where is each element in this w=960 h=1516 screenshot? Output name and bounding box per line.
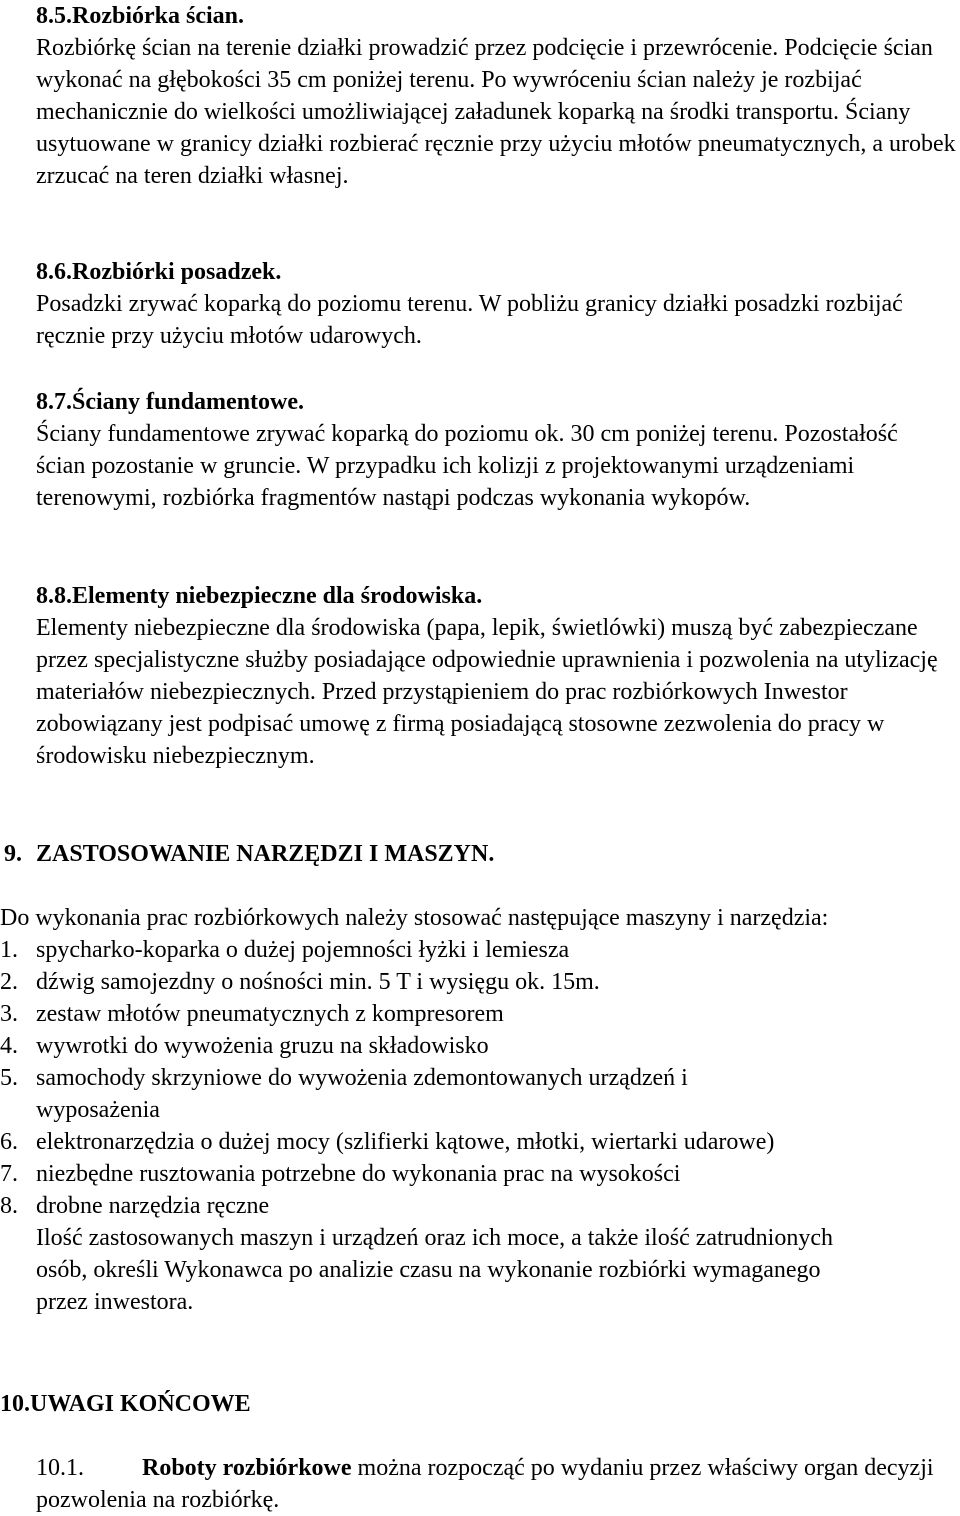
section-8-7 (36, 386, 916, 514)
list-item (0, 966, 924, 998)
section-9-outro: Ilość zastosowanych maszyn i urządzeń oraz ich moce, a także ilość zatrudnionych osób, określi Wykonawca po analizie czasu na wykonanie rozbiórki wymaganego przez inwestora. (36, 1225, 834, 1315)
section-8-8-body: Elementy niebezpieczne dla środowiska (papa, lepik, świetlówki) muszą być zabezpieczane przez specjalistyczne służby posiadające odpowiednie uprawnienia i pozwolenia na utylizację materiałów niebezpiecznych. Przed przystąpieniem do prac rozbiórkowych Inwestor zobowiązany jest podpisać umowę z firmą posiadającą stosowne zezwolenia do pracy w środowisku niebezpiecznym. (36, 615, 938, 769)
subsection-10-1-text: można rozpocząć po wydaniu przez właściwy organ decyzji pozwolenia na rozbiórkę. (36, 1455, 934, 1513)
subsection-10-1-body (0, 1452, 936, 1516)
list-item-text: niezbędne rusztowania potrzebne do wykonania prac na wysokości (36, 1161, 681, 1187)
list-item (0, 998, 924, 1030)
list-item-number: 7. (0, 1161, 18, 1187)
section-8-6-body: Posadzki zrywać koparką do poziomu terenu. W pobliżu granicy działki posadzki rozbijać ręcznie przy użyciu młotów udarowych. (36, 291, 903, 349)
list-item-number: 6. (0, 1129, 18, 1155)
section-10-heading (0, 1388, 960, 1420)
list-item-text: drobne narzędzia ręczne (36, 1193, 270, 1219)
list-item-number: 2. (0, 969, 18, 995)
section-10-number: 10. (0, 1391, 30, 1417)
section-9-intro: Do wykonania prac rozbiórkowych należy stosować następujące maszyny i narzędzia: (0, 905, 829, 931)
section-8-8-number: 8.8. (36, 583, 72, 609)
section-8-5 (36, 0, 956, 192)
list-item-text: elektronarzędzia o dużej mocy (szlifierki kątowe, młotki, wiertarki udarowe) (36, 1129, 775, 1155)
section-10-title: UWAGI KOŃCOWE (30, 1391, 251, 1417)
list-item-number: 4. (0, 1033, 18, 1059)
list-item-text: spycharko-koparka o dużej pojemności łyżki i lemiesza (36, 937, 570, 963)
list-item (0, 934, 924, 966)
list-item (0, 1158, 924, 1190)
list-item (0, 1126, 924, 1158)
subsection-10-1 (0, 1452, 936, 1516)
list-item-text: dźwig samojezdny o nośności min. 5 T i wysięgu ok. 15m. (36, 969, 600, 995)
section-8-8-heading (36, 580, 960, 612)
section-8-7-heading (36, 386, 916, 418)
section-8-5-number: 8.5. (36, 3, 72, 29)
list-item-number: 1. (0, 937, 18, 963)
section-9-heading (0, 838, 960, 870)
section-10 (0, 1388, 960, 1516)
list-item (0, 1190, 924, 1222)
section-9 (0, 838, 960, 1318)
section-9-number: 9. (4, 841, 22, 867)
section-8-8 (36, 580, 960, 772)
section-8-6-title: Rozbiórki posadzek. (72, 259, 282, 285)
section-8-7-number: 8.7. (36, 389, 72, 415)
list-item-number: 8. (0, 1193, 18, 1219)
section-8-5-title: Rozbiórka ścian. (72, 3, 245, 29)
list-item-text: samochody skrzyniowe do wywożenia zdemontowanych urządzeń i wyposażenia (36, 1065, 688, 1123)
list-item (0, 1062, 800, 1126)
tools-list (0, 934, 924, 1222)
section-8-8-title: Elementy niebezpieczne dla środowiska. (72, 583, 483, 609)
section-8-5-body: Rozbiórkę ścian na terenie działki prowadzić przez podcięcie i przewrócenie. Podcięcie ścian wykonać na głębokości 35 cm poniżej terenu. Po wywróceniu ścian należy je rozbijać mechanicznie do wielkości umożliwiającej załadunek koparką na środki transportu. Ściany usytuowane w granicy działki rozbierać ręcznie przy użyciu młotów pneumatycznych, a urobek zrzucać na teren działki własnej. (36, 35, 956, 189)
subsection-10-1-number: 10.1. (36, 1455, 84, 1481)
section-8-6-heading (36, 256, 956, 288)
list-item-text: wywrotki do wywożenia gruzu na składowisko (36, 1033, 489, 1059)
section-8-6 (36, 256, 956, 352)
section-8-6-number: 8.6. (36, 259, 72, 285)
section-8-5-heading (36, 0, 956, 32)
section-9-title: ZASTOSOWANIE NARZĘDZI I MASZYN. (36, 841, 495, 867)
list-item-number: 5. (0, 1065, 18, 1091)
list-item (0, 1030, 924, 1062)
subsection-10-1-bold: Roboty rozbiórkowe (142, 1455, 352, 1481)
section-8-7-body: Ściany fundamentowe zrywać koparką do poziomu ok. 30 cm poniżej terenu. Pozostałość ścian pozostanie w gruncie. W przypadku ich kolizji z projektowanymi urządzeniami terenowymi, rozbiórka fragmentów nastąpi podczas wykonania wykopów. (36, 421, 898, 511)
list-item-number: 3. (0, 1001, 18, 1027)
section-8-7-title: Ściany fundamentowe. (72, 389, 305, 415)
list-item-text: zestaw młotów pneumatycznych z kompresorem (36, 1001, 504, 1027)
